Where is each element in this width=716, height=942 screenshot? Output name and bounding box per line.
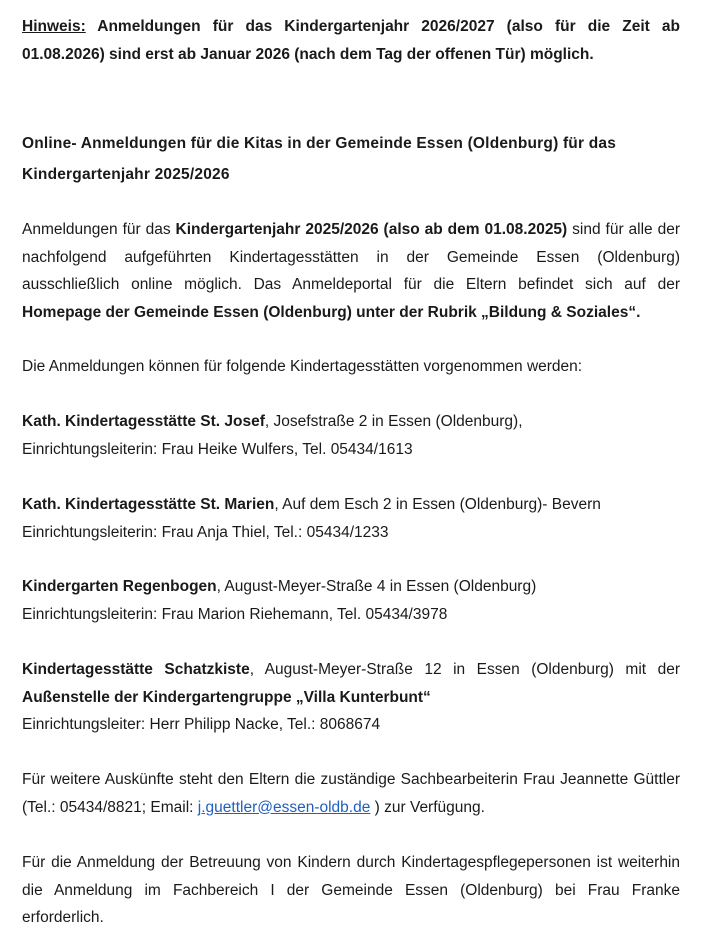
kita-leader: Einrichtungsleiterin: Frau Heike Wulfers, Tel. 05434/1613 xyxy=(22,440,413,458)
kita-entry xyxy=(22,656,680,739)
kita-address: , Josefstraße 2 in Essen (Oldenburg), xyxy=(264,413,523,430)
intro-text-1: Anmeldungen für das xyxy=(22,221,176,238)
kita-address: , August-Meyer-Straße 12 in Essen (Oldenburg) mit der xyxy=(249,661,680,678)
contact-paragraph xyxy=(22,766,680,821)
kita-name: Kath. Kindertagesstätte St. Josef xyxy=(22,413,265,430)
intro-bold-1: Kindergartenjahr 2025/2026 (also ab dem 01.08.2025) xyxy=(175,221,568,238)
notice-label: Hinweis: xyxy=(22,18,86,35)
notice-text: Anmeldungen für das Kindergartenjahr 2026/2027 (also für die Zeit ab 01.08.2026) sind erst ab Januar 2026 (nach dem Tag der offenen Tür) möglich. xyxy=(22,18,680,63)
intro-text-2: sind für alle der nachfolgend aufgeführten Kindertagesstätten in der Gemeinde Essen (Oldenburg) ausschließlich online möglich. Das Anmeldeportal für die Eltern befindet sich auf der xyxy=(22,221,680,293)
kita-extra: Außenstelle der Kindergartengruppe „Villa Kunterbunt“ xyxy=(22,688,431,706)
notice-paragraph xyxy=(22,13,680,68)
email-link[interactable]: j.guettler@essen-oldb.de xyxy=(197,798,371,816)
intro-paragraph xyxy=(22,216,680,326)
kita-leader: Einrichtungsleiter: Herr Philipp Nacke, Tel.: 8068674 xyxy=(22,716,381,733)
contact-text-1: Für weitere Auskünfte steht den Eltern die zuständige Sachbearbeiterin Frau Jeannette Güttler (Tel.: 05434/8821; Email: xyxy=(22,771,680,816)
kita-entry xyxy=(22,408,680,463)
intro-bold-2: Homepage der Gemeinde Essen (Oldenburg) unter der Rubrik „Bildung & Soziales“. xyxy=(22,303,641,321)
contact-text-2: ) zur Verfügung. xyxy=(370,798,485,816)
kita-name: Kindertagesstätte Schatzkiste xyxy=(22,661,250,678)
kita-name: Kindergarten Regenbogen xyxy=(22,578,217,595)
kita-leader: Einrichtungsleiterin: Frau Anja Thiel, Tel.: 05434/1233 xyxy=(22,523,389,541)
kita-leader: Einrichtungsleiterin: Frau Marion Riehemann, Tel. 05434/3978 xyxy=(22,605,448,623)
list-intro: Die Anmeldungen können für folgende Kindertagesstätten vorgenommen werden: xyxy=(22,358,583,375)
kita-address: , August-Meyer-Straße 4 in Essen (Oldenburg) xyxy=(216,578,537,595)
kita-entry xyxy=(22,491,680,546)
page-heading: Online- Anmeldungen für die Kitas in der Gemeinde Essen (Oldenburg) für das Kindergartenjahr 2025/2026 xyxy=(22,135,617,183)
kita-address: , Auf dem Esch 2 in Essen (Oldenburg)- Bevern xyxy=(274,496,601,513)
kita-entry xyxy=(22,573,680,628)
closing-paragraph: Für die Anmeldung der Betreuung von Kindern durch Kindertagespflegepersonen ist weiterhin die Anmeldung im Fachbereich I der Gemeinde Essen (Oldenburg) bei Frau Franke erforderlich. xyxy=(22,854,680,926)
kita-name: Kath. Kindertagesstätte St. Marien xyxy=(22,496,275,513)
